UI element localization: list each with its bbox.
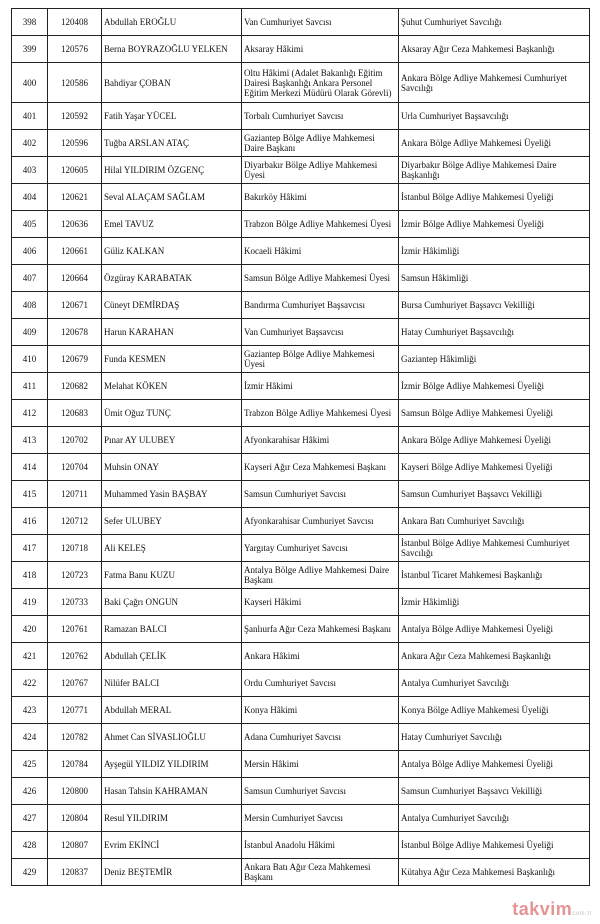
cell-name: Hasan Tahsin KAHRAMAN	[102, 778, 242, 805]
cell-sicil: 120636	[48, 211, 102, 238]
table-row	[12, 805, 590, 832]
cell-no: 404	[12, 184, 48, 211]
cell-old: Ankara Hâkimi	[242, 643, 399, 670]
cell-sicil: 120408	[48, 9, 102, 36]
table-row	[12, 454, 590, 481]
cell-sicil: 120711	[48, 481, 102, 508]
table-row	[12, 184, 590, 211]
table-row	[12, 292, 590, 319]
cell-no: 420	[12, 616, 48, 643]
cell-new: Antalya Cumhuriyet Savcılığı	[399, 670, 590, 697]
cell-old: Kayseri Ağır Ceza Mahkemesi Başkanı	[242, 454, 399, 481]
cell-new: İzmir Bölge Adliye Mahkemesi Üyeliği	[399, 211, 590, 238]
cell-name: Sefer ULUBEY	[102, 508, 242, 535]
table-row	[12, 859, 590, 886]
table-row	[12, 130, 590, 157]
table-row	[12, 157, 590, 184]
table-row	[12, 481, 590, 508]
cell-old: Van Cumhuriyet Başsavcısı	[242, 319, 399, 346]
cell-new: Kütahya Ağır Ceza Mahkemesi Başkanlığı	[399, 859, 590, 886]
cell-new: Ankara Bölge Adliye Mahkemesi Cumhuriyet Savcılığı	[399, 63, 590, 103]
watermark-domain: com.tr	[572, 911, 592, 917]
cell-name: Bahdiyar ÇOBAN	[102, 63, 242, 103]
cell-sicil: 120586	[48, 63, 102, 103]
cell-old: Ordu Cumhuriyet Savcısı	[242, 670, 399, 697]
cell-no: 405	[12, 211, 48, 238]
cell-old: İstanbul Anadolu Hâkimi	[242, 832, 399, 859]
watermark-brand: takvim	[512, 899, 573, 919]
table-row	[12, 535, 590, 562]
cell-no: 415	[12, 481, 48, 508]
table-row	[12, 346, 590, 373]
cell-name: Fatma Banu KUZU	[102, 562, 242, 589]
cell-new: Gaziantep Hâkimliği	[399, 346, 590, 373]
cell-new: Hatay Cumhuriyet Başsavcılığı	[399, 319, 590, 346]
table-row	[12, 562, 590, 589]
cell-new: İzmir Hâkimliği	[399, 589, 590, 616]
cell-no: 400	[12, 63, 48, 103]
cell-sicil: 120771	[48, 697, 102, 724]
cell-name: Resul YILDIRIM	[102, 805, 242, 832]
table-row	[12, 9, 590, 36]
cell-old: Ankara Batı Ağır Ceza Mahkemesi Başkanı	[242, 859, 399, 886]
cell-sicil: 120679	[48, 346, 102, 373]
table-row	[12, 63, 590, 103]
table-row	[12, 238, 590, 265]
table-row	[12, 508, 590, 535]
cell-name: Baki Çağrı ONGUN	[102, 589, 242, 616]
cell-name: Seval ALAÇAM SAĞLAM	[102, 184, 242, 211]
cell-sicil: 120762	[48, 643, 102, 670]
cell-sicil: 120592	[48, 103, 102, 130]
table-body	[12, 9, 590, 886]
cell-sicil: 120671	[48, 292, 102, 319]
cell-no: 410	[12, 346, 48, 373]
cell-sicil: 120784	[48, 751, 102, 778]
cell-no: 423	[12, 697, 48, 724]
cell-new: Samsun Bölge Adliye Mahkemesi Üyeliği	[399, 400, 590, 427]
cell-sicil: 120733	[48, 589, 102, 616]
table-row	[12, 670, 590, 697]
cell-old: Samsun Cumhuriyet Savcısı	[242, 778, 399, 805]
cell-old: Adana Cumhuriyet Savcısı	[242, 724, 399, 751]
cell-no: 418	[12, 562, 48, 589]
cell-new: Antalya Bölge Adliye Mahkemesi Üyeliği	[399, 616, 590, 643]
cell-sicil: 120723	[48, 562, 102, 589]
cell-name: Abdullah MERAL	[102, 697, 242, 724]
cell-no: 414	[12, 454, 48, 481]
cell-name: Nilüfer BALCI	[102, 670, 242, 697]
cell-no: 424	[12, 724, 48, 751]
cell-new: İstanbul Bölge Adliye Mahkemesi Üyeliği	[399, 184, 590, 211]
cell-new: Hatay Cumhuriyet Savcılığı	[399, 724, 590, 751]
cell-old: Bakırköy Hâkimi	[242, 184, 399, 211]
cell-old: Diyarbakır Bölge Adliye Mahkemesi Üyesi	[242, 157, 399, 184]
cell-name: Abdullah EROĞLU	[102, 9, 242, 36]
cell-no: 399	[12, 36, 48, 63]
table-row	[12, 373, 590, 400]
cell-name: Ahmet Can SİVASLIOĞLU	[102, 724, 242, 751]
cell-new: Ankara Batı Cumhuriyet Savcılığı	[399, 508, 590, 535]
cell-new: Urla Cumhuriyet Başsavcılığı	[399, 103, 590, 130]
cell-old: Torbalı Cumhuriyet Savcısı	[242, 103, 399, 130]
cell-old: Konya Hâkimi	[242, 697, 399, 724]
table-row	[12, 36, 590, 63]
cell-no: 417	[12, 535, 48, 562]
cell-new: Ankara Ağır Ceza Mahkemesi Başkanlığı	[399, 643, 590, 670]
table-row	[12, 778, 590, 805]
cell-no: 421	[12, 643, 48, 670]
cell-name: Cüneyt DEMİRDAŞ	[102, 292, 242, 319]
cell-new: Bursa Cumhuriyet Başsavcı Vekilliği	[399, 292, 590, 319]
cell-new: İzmir Hâkimliği	[399, 238, 590, 265]
table-row	[12, 697, 590, 724]
cell-no: 403	[12, 157, 48, 184]
table-row	[12, 427, 590, 454]
cell-no: 398	[12, 9, 48, 36]
cell-no: 408	[12, 292, 48, 319]
cell-name: Ayşegül YILDIZ YILDIRIM	[102, 751, 242, 778]
cell-name: Hilal YILDIRIM ÖZGENÇ	[102, 157, 242, 184]
appointment-table	[11, 8, 590, 886]
cell-sicil: 120621	[48, 184, 102, 211]
table-row	[12, 616, 590, 643]
cell-new: Aksaray Ağır Ceza Mahkemesi Başkanlığı	[399, 36, 590, 63]
cell-no: 426	[12, 778, 48, 805]
cell-sicil: 120605	[48, 157, 102, 184]
cell-new: İstanbul Bölge Adliye Mahkemesi Cumhuriyet Savcılığı	[399, 535, 590, 562]
cell-old: Mersin Hâkimi	[242, 751, 399, 778]
table-row	[12, 211, 590, 238]
cell-old: Bandırma Cumhuriyet Başsavcısı	[242, 292, 399, 319]
cell-name: Deniz BEŞTEMİR	[102, 859, 242, 886]
cell-name: Tuğba ARSLAN ATAÇ	[102, 130, 242, 157]
cell-sicil: 120800	[48, 778, 102, 805]
cell-name: Melahat KÖKEN	[102, 373, 242, 400]
cell-sicil: 120702	[48, 427, 102, 454]
cell-old: Yargıtay Cumhuriyet Savcısı	[242, 535, 399, 562]
cell-old: Samsun Bölge Adliye Mahkemesi Üyesi	[242, 265, 399, 292]
cell-sicil: 120664	[48, 265, 102, 292]
cell-sicil: 120678	[48, 319, 102, 346]
cell-new: Şuhut Cumhuriyet Savcılığı	[399, 9, 590, 36]
cell-name: Harun KARAHAN	[102, 319, 242, 346]
cell-old: İzmir Hâkimi	[242, 373, 399, 400]
cell-no: 409	[12, 319, 48, 346]
cell-name: Güliz KALKAN	[102, 238, 242, 265]
cell-old: Aksaray Hâkimi	[242, 36, 399, 63]
cell-name: Pınar AY ULUBEY	[102, 427, 242, 454]
cell-sicil: 120712	[48, 508, 102, 535]
watermark-logo	[512, 899, 592, 920]
cell-old: Gaziantep Bölge Adliye Mahkemesi Daire Başkanı	[242, 130, 399, 157]
cell-new: Samsun Cumhuriyet Başsavcı Vekilliği	[399, 778, 590, 805]
cell-old: Kocaeli Hâkimi	[242, 238, 399, 265]
cell-name: Berna BOYRAZOĞLU YELKEN	[102, 36, 242, 63]
table-row	[12, 265, 590, 292]
cell-sicil: 120683	[48, 400, 102, 427]
cell-new: Samsun Hâkimliği	[399, 265, 590, 292]
cell-no: 407	[12, 265, 48, 292]
cell-sicil: 120804	[48, 805, 102, 832]
cell-no: 425	[12, 751, 48, 778]
cell-old: Gaziantep Bölge Adliye Mahkemesi Üyesi	[242, 346, 399, 373]
cell-new: Ankara Bölge Adliye Mahkemesi Üyeliği	[399, 427, 590, 454]
cell-no: 412	[12, 400, 48, 427]
table-row	[12, 643, 590, 670]
cell-no: 413	[12, 427, 48, 454]
cell-old: Trabzon Bölge Adliye Mahkemesi Üyesi	[242, 400, 399, 427]
cell-old: Afyonkarahisar Hâkimi	[242, 427, 399, 454]
cell-old: Oltu Hâkimi (Adalet Bakanlığı Eğitim Dairesi Başkanlığı Ankara Personel Eğitim Merkezi Müdürü Olarak Görevli)	[242, 63, 399, 103]
cell-name: Emel TAVUZ	[102, 211, 242, 238]
table-row	[12, 832, 590, 859]
cell-new: Kayseri Bölge Adliye Mahkemesi Üyeliği	[399, 454, 590, 481]
cell-no: 429	[12, 859, 48, 886]
cell-name: Funda KESMEN	[102, 346, 242, 373]
cell-sicil: 120682	[48, 373, 102, 400]
cell-old: Antalya Bölge Adliye Mahkemesi Daire Başkanı	[242, 562, 399, 589]
cell-no: 401	[12, 103, 48, 130]
cell-old: Van Cumhuriyet Savcısı	[242, 9, 399, 36]
cell-no: 427	[12, 805, 48, 832]
cell-sicil: 120704	[48, 454, 102, 481]
cell-no: 416	[12, 508, 48, 535]
cell-no: 422	[12, 670, 48, 697]
cell-new: Antalya Cumhuriyet Savcılığı	[399, 805, 590, 832]
cell-sicil: 120761	[48, 616, 102, 643]
cell-sicil: 120782	[48, 724, 102, 751]
cell-name: Ramazan BALCI	[102, 616, 242, 643]
cell-name: Fatih Yaşar YÜCEL	[102, 103, 242, 130]
cell-new: Samsun Cumhuriyet Başsavcı Vekilliği	[399, 481, 590, 508]
cell-new: Konya Bölge Adliye Mahkemesi Üyeliği	[399, 697, 590, 724]
cell-no: 402	[12, 130, 48, 157]
cell-new: İzmir Bölge Adliye Mahkemesi Üyeliği	[399, 373, 590, 400]
cell-sicil: 120837	[48, 859, 102, 886]
cell-no: 411	[12, 373, 48, 400]
cell-no: 419	[12, 589, 48, 616]
cell-sicil: 120576	[48, 36, 102, 63]
table-row	[12, 319, 590, 346]
cell-name: Muhsin ONAY	[102, 454, 242, 481]
cell-no: 428	[12, 832, 48, 859]
cell-name: Özgüray KARABATAK	[102, 265, 242, 292]
cell-name: Ali KELEŞ	[102, 535, 242, 562]
table-row	[12, 589, 590, 616]
cell-old: Kayseri Hâkimi	[242, 589, 399, 616]
cell-sicil: 120767	[48, 670, 102, 697]
cell-sicil: 120661	[48, 238, 102, 265]
cell-sicil: 120596	[48, 130, 102, 157]
cell-name: Ümit Oğuz TUNÇ	[102, 400, 242, 427]
cell-new: Antalya Bölge Adliye Mahkemesi Üyeliği	[399, 751, 590, 778]
table-row	[12, 103, 590, 130]
cell-new: Diyarbakır Bölge Adliye Mahkemesi Daire Başkanlığı	[399, 157, 590, 184]
cell-old: Samsun Cumhuriyet Savcısı	[242, 481, 399, 508]
cell-new: İstanbul Bölge Adliye Mahkemesi Üyeliği	[399, 832, 590, 859]
table-row	[12, 724, 590, 751]
cell-old: Mersin Cumhuriyet Savcısı	[242, 805, 399, 832]
cell-sicil: 120807	[48, 832, 102, 859]
cell-name: Abdullah ÇELİK	[102, 643, 242, 670]
table-row	[12, 751, 590, 778]
cell-old: Şanlıurfa Ağır Ceza Mahkemesi Başkanı	[242, 616, 399, 643]
cell-sicil: 120718	[48, 535, 102, 562]
cell-no: 406	[12, 238, 48, 265]
table-row	[12, 400, 590, 427]
cell-new: Ankara Bölge Adliye Mahkemesi Üyeliği	[399, 130, 590, 157]
cell-old: Afyonkarahisar Cumhuriyet Savcısı	[242, 508, 399, 535]
cell-name: Muhammed Yasin BAŞBAY	[102, 481, 242, 508]
cell-new: İstanbul Ticaret Mahkemesi Başkanlığı	[399, 562, 590, 589]
cell-old: Trabzon Bölge Adliye Mahkemesi Üyesi	[242, 211, 399, 238]
cell-name: Evrim EKİNCİ	[102, 832, 242, 859]
